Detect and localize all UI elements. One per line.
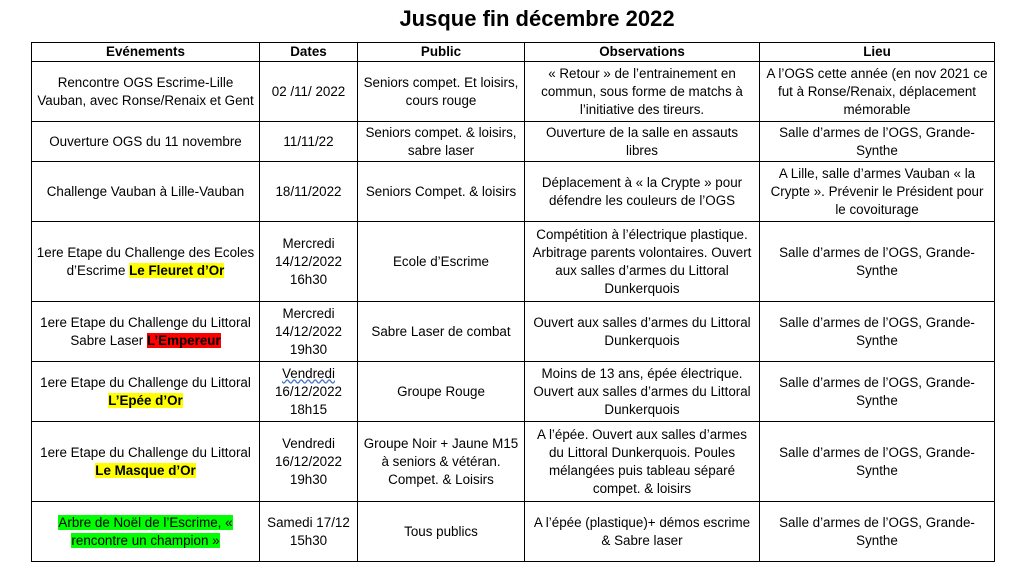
header-observations: Observations bbox=[525, 43, 760, 62]
event-text: 1ere Etape du Challenge du Littoral bbox=[40, 444, 251, 460]
public-cell: Seniors Compet. & loisirs bbox=[358, 162, 525, 222]
event-highlight: Le Fleuret d’Or bbox=[129, 262, 225, 278]
events-table bbox=[31, 42, 995, 562]
observations-cell: Compétition à l’électrique plastique. Arbitrage parents volontaires. Ouvert aux salles d’armes du Littoral Dunkerquois bbox=[525, 222, 760, 302]
lieu-cell: Salle d’armes de l’OGS, Grande-Synthe bbox=[760, 122, 995, 162]
observations-cell: A l’épée (plastique)+ démos escrime & Sabre laser bbox=[525, 502, 760, 562]
header-lieu: Lieu bbox=[760, 43, 995, 62]
table-row bbox=[32, 162, 995, 222]
public-cell: Tous publics bbox=[358, 502, 525, 562]
event-highlight: L’Epée d’Or bbox=[108, 392, 183, 408]
public-cell: Seniors compet. Et loisirs, cours rouge bbox=[358, 62, 525, 122]
lieu-cell: Salle d’armes de l’OGS, Grande-Synthe bbox=[760, 422, 995, 502]
observations-cell: Moins de 13 ans, épée électrique. Ouvert aux salles d’armes du Littoral Dunkerquois bbox=[525, 362, 760, 422]
event-text: 1ere Etape du Challenge du Littoral bbox=[40, 374, 251, 390]
header-events: Evénements bbox=[32, 43, 260, 62]
table-row bbox=[32, 362, 995, 422]
date-rest: 16/12/2022 18h15 bbox=[274, 383, 343, 417]
table-row bbox=[32, 122, 995, 162]
event-cell bbox=[32, 302, 260, 362]
table-row bbox=[32, 222, 995, 302]
observations-cell: Déplacement à « la Crypte » pour défendre les couleurs de l’OGS bbox=[525, 162, 760, 222]
table-row bbox=[32, 62, 995, 122]
date-cell: 11/11/22 bbox=[260, 122, 358, 162]
lieu-cell: A Lille, salle d’armes Vauban « la Crypte ». Prévenir le Président pour le covoiturage bbox=[760, 162, 995, 222]
header-dates: Dates bbox=[260, 43, 358, 62]
date-cell: Samedi 17/12 15h30 bbox=[260, 502, 358, 562]
date-cell: Mercredi 14/12/2022 16h30 bbox=[260, 222, 358, 302]
lieu-cell: Salle d’armes de l’OGS, Grande-Synthe bbox=[760, 362, 995, 422]
table-row bbox=[32, 502, 995, 562]
observations-cell: Ouvert aux salles d’armes du Littoral Dunkerquois bbox=[525, 302, 760, 362]
date-cell: Vendredi 16/12/2022 19h30 bbox=[260, 422, 358, 502]
date-cell: 18/11/2022 bbox=[260, 162, 358, 222]
page-title: Jusque fin décembre 2022 bbox=[399, 6, 675, 31]
observations-cell: A l’épée. Ouvert aux salles d’armes du Littoral Dunkerquois. Poules mélangées puis tableau séparé compet. & loisirs bbox=[525, 422, 760, 502]
lieu-cell: Salle d’armes de l’OGS, Grande-Synthe bbox=[760, 222, 995, 302]
public-cell: Seniors compet. & loisirs, sabre laser bbox=[358, 122, 525, 162]
date-day: Vendredi bbox=[282, 365, 335, 381]
observations-cell: « Retour » de l’entrainement en commun, sous forme de matchs à l’initiative des tireurs. bbox=[525, 62, 760, 122]
lieu-cell: Salle d’armes de l’OGS, Grande-Synthe bbox=[760, 502, 995, 562]
date-cell: 02 /11/ 2022 bbox=[260, 62, 358, 122]
event-highlight: L’Empereur bbox=[146, 332, 221, 348]
public-cell: Sabre Laser de combat bbox=[358, 302, 525, 362]
table-row bbox=[32, 422, 995, 502]
event-text: 1ere Etape du Challenge des Ecoles d’Escrime bbox=[36, 244, 255, 278]
event-text: 1ere Etape du Challenge du Littoral Sabre Laser bbox=[40, 314, 251, 348]
public-cell: Groupe Rouge bbox=[358, 362, 525, 422]
event-cell bbox=[32, 222, 260, 302]
event-cell bbox=[32, 422, 260, 502]
event-highlight: Arbre de Noël de l’Escrime, « rencontre un champion » bbox=[58, 514, 233, 548]
event-cell: Rencontre OGS Escrime-Lille Vauban, avec Ronse/Renaix et Gent bbox=[32, 62, 260, 122]
header-public: Public bbox=[358, 43, 525, 62]
event-cell bbox=[32, 502, 260, 562]
public-cell: Groupe Noir + Jaune M15 à seniors & vétéran. Compet. & Loisirs bbox=[358, 422, 525, 502]
date-cell bbox=[260, 362, 358, 422]
lieu-cell: Salle d’armes de l’OGS, Grande-Synthe bbox=[760, 302, 995, 362]
table-header-row bbox=[32, 43, 995, 62]
event-highlight: Le Masque d’Or bbox=[95, 462, 196, 478]
event-cell bbox=[32, 362, 260, 422]
table-row bbox=[32, 302, 995, 362]
lieu-cell: A l’OGS cette année (en nov 2021 ce fut à Ronse/Renaix, déplacement mémorable bbox=[760, 62, 995, 122]
observations-cell: Ouverture de la salle en assauts libres bbox=[525, 122, 760, 162]
public-cell: Ecole d’Escrime bbox=[358, 222, 525, 302]
event-cell: Challenge Vauban à Lille-Vauban bbox=[32, 162, 260, 222]
event-cell: Ouverture OGS du 11 novembre bbox=[32, 122, 260, 162]
date-cell: Mercredi 14/12/2022 19h30 bbox=[260, 302, 358, 362]
